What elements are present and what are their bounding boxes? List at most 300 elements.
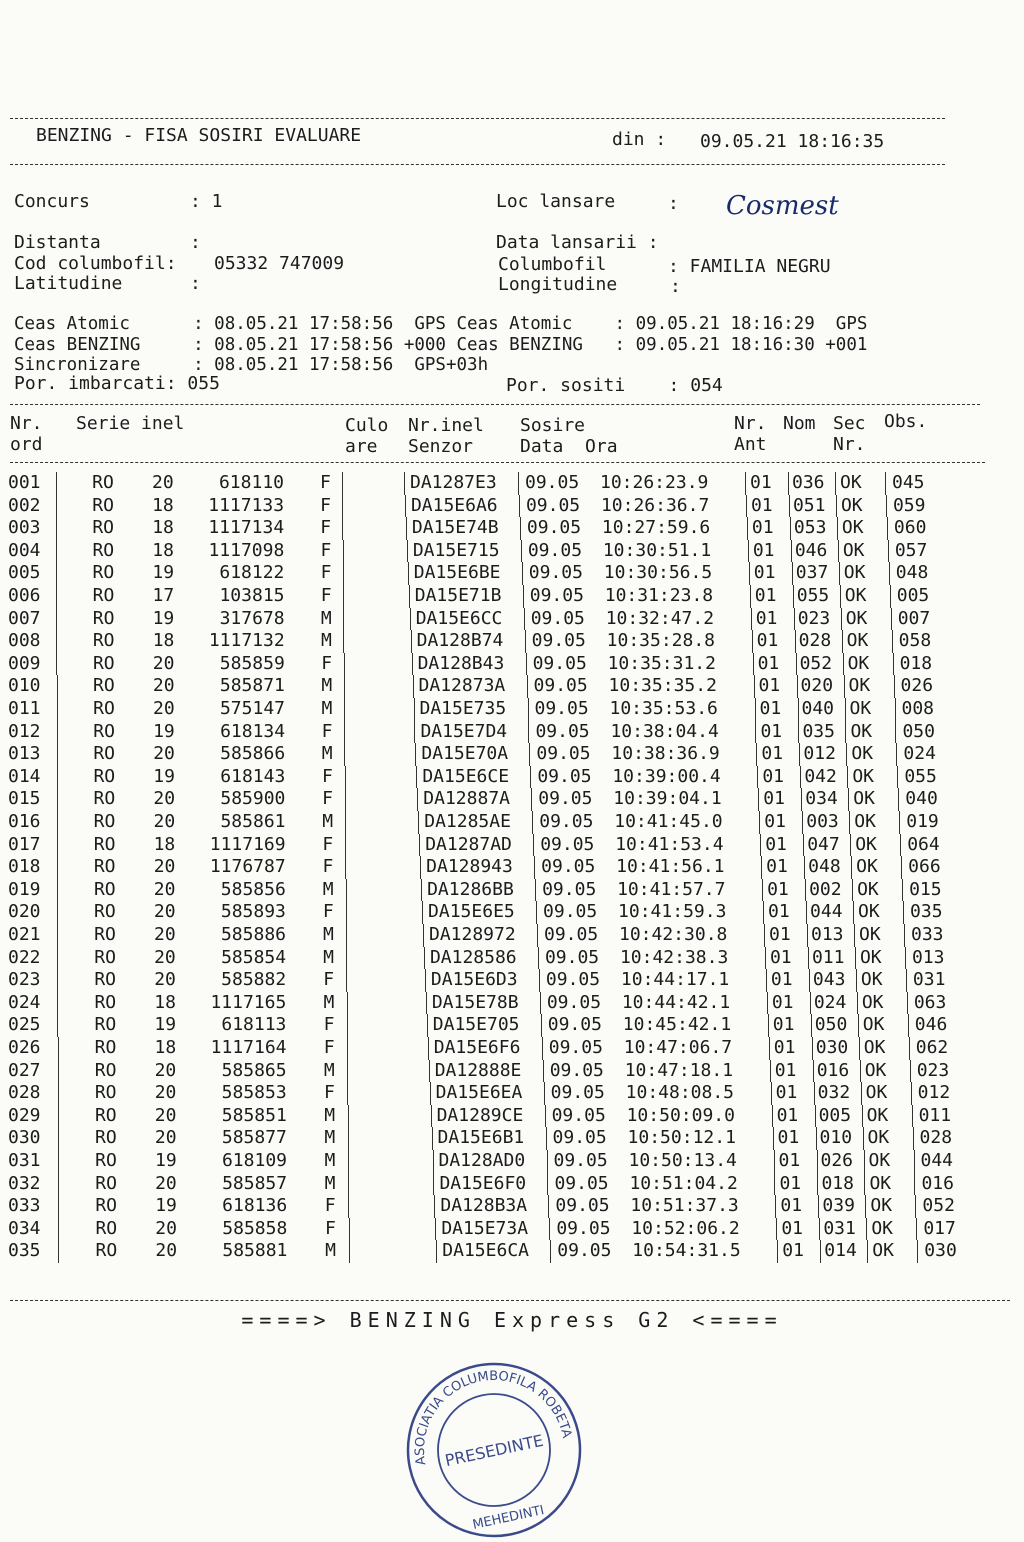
table-row — [0, 743, 1024, 765]
row-obs: 055 — [904, 765, 937, 787]
arrived-count: Por. sositi : 054 — [506, 375, 723, 396]
row-ring: 585900 — [220, 788, 286, 810]
table-row — [0, 495, 1024, 517]
row-date: 09.05 — [539, 811, 594, 832]
row-time: 10:48:08.5 — [625, 1082, 735, 1104]
row-obs: 060 — [893, 517, 927, 539]
row-ring: 618122 — [219, 562, 285, 584]
column-separator — [56, 562, 57, 585]
col-obs: Obs. — [884, 411, 928, 432]
row-sensor: DA15E6F6 — [433, 1037, 521, 1058]
cod-columbofil-label: Cod columbofil: — [14, 253, 177, 274]
row-year: 20 — [154, 1082, 177, 1104]
column-separator — [342, 495, 343, 518]
row-sec: OK — [870, 1195, 893, 1217]
col-culoare-1: Culo — [345, 415, 389, 436]
row-year: 20 — [152, 652, 175, 674]
row-year: 19 — [154, 1014, 177, 1036]
row-sec: OK — [853, 788, 875, 810]
row-ring: 585866 — [220, 743, 286, 765]
column-separator — [56, 472, 57, 495]
document-title: BENZING - FISA SOSIRI EVALUARE — [36, 125, 362, 146]
column-separator — [56, 540, 57, 563]
row-date: 09.05 — [535, 720, 590, 742]
column-separator — [547, 1150, 548, 1173]
row-sex: M — [321, 743, 333, 765]
column-separator — [57, 811, 58, 834]
column-separator — [58, 1105, 59, 1128]
row-year: 19 — [153, 765, 175, 787]
column-separator — [917, 1240, 918, 1263]
table-row — [0, 1060, 1024, 1082]
row-nr: 010 — [8, 675, 41, 697]
column-separator — [860, 1060, 861, 1083]
row-country: RO — [94, 991, 117, 1013]
column-separator — [897, 766, 898, 789]
row-sensor: DA1289CE — [436, 1104, 524, 1126]
row-sex: F — [322, 901, 334, 923]
row-nom: 013 — [811, 924, 844, 945]
row-time: 10:38:36.9 — [611, 743, 720, 765]
row-country: RO — [92, 585, 115, 606]
column-separator — [789, 495, 790, 518]
row-obs: 015 — [909, 878, 942, 900]
row-nom: 036 — [792, 472, 825, 493]
column-separator — [792, 562, 793, 585]
row-nom: 034 — [805, 788, 838, 810]
row-nr: 034 — [8, 1217, 41, 1239]
row-date: 09.05 — [555, 1195, 610, 1217]
column-separator — [547, 1173, 548, 1196]
column-separator — [519, 495, 520, 518]
row-nr-ant: 01 — [773, 1037, 796, 1058]
column-separator — [56, 517, 57, 540]
column-separator — [820, 1240, 821, 1263]
table-row — [0, 834, 1024, 856]
row-year: 20 — [153, 698, 175, 719]
row-nr: 012 — [8, 720, 41, 742]
row-obs: 050 — [902, 720, 935, 742]
column-separator — [348, 1195, 349, 1218]
column-separator — [791, 540, 792, 563]
row-sex: M — [321, 630, 332, 652]
column-separator — [57, 766, 58, 789]
row-sec: OK — [871, 1217, 894, 1239]
row-ring: 618143 — [220, 765, 286, 787]
row-date: 09.05 — [557, 1240, 612, 1262]
row-nom: 003 — [806, 811, 839, 832]
row-time: 10:30:51.1 — [602, 539, 712, 561]
col-sec-nr-2: Nr. — [833, 434, 866, 455]
row-country: RO — [93, 765, 116, 787]
column-separator — [903, 901, 904, 924]
column-separator — [761, 856, 762, 879]
column-separator — [550, 1240, 551, 1263]
table-row — [0, 1105, 1024, 1127]
row-year: 20 — [155, 1217, 177, 1239]
din-label: din : — [612, 129, 667, 150]
loc-lansare-handwritten: Cosmest — [726, 191, 839, 221]
row-date: 09.05 — [525, 472, 580, 493]
table-row — [0, 811, 1024, 833]
row-obs: 031 — [912, 969, 946, 991]
column-separator — [427, 1014, 428, 1037]
row-year: 18 — [152, 539, 174, 561]
row-nom: 050 — [814, 1014, 848, 1036]
row-nr-ant: 01 — [764, 811, 786, 832]
column-separator — [769, 1037, 770, 1060]
row-time: 10:50:13.4 — [628, 1150, 737, 1171]
row-sex: F — [323, 1014, 335, 1036]
row-year: 17 — [152, 585, 175, 606]
row-sensor: DA1285AE — [424, 811, 511, 832]
column-separator — [837, 517, 838, 540]
column-separator — [410, 608, 411, 631]
row-nr-ant: 01 — [782, 1240, 804, 1262]
column-separator — [757, 766, 758, 789]
row-year: 20 — [154, 1059, 177, 1081]
row-sensor: DA1286BB — [427, 878, 514, 900]
column-separator — [431, 1105, 432, 1128]
table-row — [0, 856, 1024, 878]
row-nom: 046 — [794, 539, 828, 561]
row-ring: 585871 — [219, 675, 285, 697]
row-obs: 026 — [900, 675, 934, 697]
row-country: RO — [94, 1104, 117, 1126]
row-date: 09.05 — [527, 539, 583, 561]
row-sensor: DA128B43 — [417, 652, 505, 674]
column-separator — [56, 608, 57, 631]
column-separator — [806, 901, 807, 924]
row-sensor: DA128AD0 — [438, 1150, 526, 1171]
column-separator — [808, 947, 809, 970]
row-sensor: DA15E6CA — [442, 1240, 529, 1262]
column-separator — [805, 879, 806, 902]
row-nom: 002 — [809, 878, 842, 900]
row-sec: OK — [852, 765, 875, 787]
clock-line-atomic: Ceas Atomic : 08.05.21 17:58:56 GPS Ceas Atomic : 09.05.21 18:16:29 GPS — [14, 314, 868, 334]
col-sosire-1: Sosire — [520, 415, 586, 436]
column-separator — [910, 1060, 911, 1083]
row-nr: 001 — [8, 472, 41, 493]
row-nr: 020 — [8, 901, 41, 923]
column-separator — [57, 743, 58, 766]
column-separator — [751, 608, 752, 631]
row-country: RO — [92, 652, 115, 674]
column-separator — [766, 969, 767, 992]
column-separator — [902, 879, 903, 902]
row-obs: 005 — [896, 585, 930, 606]
column-separator — [57, 879, 58, 902]
column-separator — [814, 1082, 815, 1105]
row-nr-ant: 01 — [777, 1127, 800, 1149]
column-separator — [843, 653, 844, 676]
row-nr: 015 — [8, 788, 41, 810]
column-separator — [529, 743, 530, 766]
column-separator — [56, 495, 57, 518]
column-separator — [912, 1105, 913, 1128]
column-separator — [852, 879, 853, 902]
row-obs: 023 — [916, 1059, 950, 1081]
row-sec: OK — [858, 901, 880, 923]
row-obs: 013 — [911, 946, 945, 968]
row-obs: 048 — [895, 562, 929, 584]
table-row — [0, 608, 1024, 630]
column-separator — [345, 788, 346, 811]
row-nr-ant: 01 — [769, 924, 791, 945]
row-year: 18 — [153, 833, 176, 855]
column-separator — [424, 947, 425, 970]
row-nom: 048 — [808, 856, 841, 878]
row-time: 10:41:45.0 — [614, 811, 723, 832]
row-nom: 014 — [824, 1240, 857, 1262]
column-separator — [526, 653, 527, 676]
row-year: 18 — [152, 630, 175, 652]
row-nom: 016 — [816, 1059, 850, 1081]
column-separator — [802, 811, 803, 834]
row-sec: OK — [868, 1150, 891, 1171]
row-obs: 012 — [917, 1082, 951, 1104]
row-nr-ant: 01 — [762, 765, 785, 787]
row-nom: 052 — [799, 652, 833, 674]
row-year: 20 — [153, 878, 176, 900]
row-sec: OK — [867, 1127, 890, 1149]
row-date: 09.05 — [526, 517, 582, 539]
row-sensor: DA15E78B — [431, 991, 519, 1013]
row-sensor: DA128943 — [426, 856, 513, 878]
column-separator — [767, 992, 768, 1015]
table-row — [0, 879, 1024, 901]
row-country: RO — [92, 562, 115, 584]
row-time: 10:30:56.5 — [603, 562, 713, 584]
row-country: RO — [95, 1150, 117, 1171]
column-separator — [911, 1082, 912, 1105]
col-nr-inel-1: Nr.inel — [408, 415, 484, 436]
row-date: 09.05 — [528, 562, 583, 584]
row-nr-ant: 01 — [781, 1217, 804, 1239]
row-year: 20 — [154, 924, 176, 945]
row-obs: 052 — [922, 1195, 955, 1217]
column-separator — [863, 1127, 864, 1150]
column-separator — [57, 947, 58, 970]
column-separator — [856, 969, 857, 992]
row-sec: OK — [848, 675, 871, 697]
column-separator — [793, 585, 794, 608]
row-sec: OK — [872, 1240, 894, 1262]
row-nr: 005 — [8, 562, 41, 584]
row-sec: OK — [855, 833, 877, 855]
column-separator — [862, 1105, 863, 1128]
row-sec: OK — [840, 494, 863, 516]
table-row — [0, 924, 1024, 946]
latitudine-value: : — [190, 273, 201, 294]
column-separator — [894, 675, 895, 698]
cod-columbofil-value: 05332 747009 — [214, 253, 345, 274]
column-separator — [893, 653, 894, 676]
column-separator — [58, 1150, 59, 1173]
column-separator — [809, 969, 810, 992]
row-nr: 029 — [8, 1104, 41, 1126]
table-row — [0, 766, 1024, 788]
table-row — [0, 698, 1024, 720]
table-top-rule — [10, 404, 980, 405]
column-separator — [845, 698, 846, 721]
column-separator — [539, 969, 540, 992]
top-rule — [10, 118, 945, 119]
column-separator — [774, 1173, 775, 1196]
row-date: 09.05 — [548, 1037, 603, 1058]
row-sensor: DA128B3A — [440, 1195, 528, 1217]
column-separator — [896, 743, 897, 766]
row-sensor: DA15E7D4 — [420, 720, 508, 742]
column-separator — [531, 788, 532, 811]
row-sec: OK — [846, 630, 869, 652]
column-separator — [841, 608, 842, 631]
row-ring: 585882 — [221, 969, 287, 991]
column-separator — [407, 540, 408, 563]
col-nr-ord-2: ord — [10, 434, 43, 455]
row-obs: 045 — [892, 472, 925, 493]
column-separator — [524, 608, 525, 631]
column-separator — [409, 585, 410, 608]
row-sex: F — [322, 833, 334, 855]
row-sensor: DA12888E — [434, 1059, 522, 1081]
row-time: 10:35:28.8 — [606, 630, 716, 652]
longitudine-label: Longitudine — [498, 274, 618, 295]
row-sec: OK — [845, 607, 868, 629]
row-sec: OK — [850, 720, 873, 742]
row-nom: 026 — [820, 1150, 854, 1171]
row-sec: OK — [869, 1172, 892, 1194]
row-time: 10:26:23.9 — [600, 472, 709, 493]
row-obs: 058 — [898, 630, 932, 652]
column-separator — [800, 766, 801, 789]
column-separator — [765, 947, 766, 970]
row-sensor: DA1287E3 — [410, 472, 497, 493]
row-nr: 014 — [8, 765, 41, 787]
table-row — [0, 653, 1024, 675]
row-nr: 003 — [8, 517, 41, 539]
row-country: RO — [94, 1059, 117, 1081]
column-separator — [770, 1060, 771, 1083]
row-country: RO — [92, 472, 114, 493]
row-nom: 018 — [821, 1172, 854, 1194]
row-sex: M — [324, 1104, 336, 1126]
column-separator — [343, 630, 344, 653]
column-separator — [543, 1060, 544, 1083]
row-time: 10:45:42.1 — [622, 1014, 732, 1036]
row-date: 09.05 — [545, 969, 601, 991]
row-nr: 024 — [8, 991, 41, 1013]
row-sensor: DA1287AD — [425, 833, 512, 855]
row-year: 19 — [152, 607, 175, 629]
row-nr: 011 — [8, 698, 41, 719]
row-sex: F — [322, 856, 334, 878]
column-separator — [777, 1240, 778, 1263]
column-separator — [895, 698, 896, 721]
row-nr: 016 — [8, 811, 41, 832]
column-separator — [349, 1218, 350, 1241]
row-nom: 053 — [793, 517, 827, 539]
row-sec: OK — [859, 924, 881, 945]
column-separator — [58, 1127, 59, 1150]
row-obs: 024 — [903, 743, 936, 765]
row-nr: 031 — [8, 1150, 41, 1171]
row-sensor: DA128586 — [429, 946, 517, 968]
header-bottom-rule — [10, 164, 945, 165]
column-separator — [540, 992, 541, 1015]
columbofil-label: Columbofil — [498, 254, 607, 275]
row-date: 09.05 — [536, 743, 591, 765]
row-nr: 019 — [8, 878, 41, 900]
row-nr-ant: 01 — [775, 1082, 798, 1104]
column-separator — [853, 901, 854, 924]
column-separator — [794, 608, 795, 631]
row-year: 19 — [152, 562, 175, 584]
column-separator — [797, 675, 798, 698]
table-row — [0, 630, 1024, 652]
row-date: 09.05 — [533, 675, 588, 697]
column-separator — [864, 1150, 865, 1173]
column-separator — [347, 1037, 348, 1060]
row-sex: M — [323, 924, 334, 945]
row-sec: OK — [840, 472, 862, 493]
column-separator — [404, 472, 405, 495]
table-row — [0, 992, 1024, 1014]
row-nr: 008 — [8, 630, 41, 652]
row-ring: 585861 — [220, 811, 286, 832]
row-nom: 032 — [817, 1082, 851, 1104]
stamp-outer-text: ASOCIATIA COLUMBOFILA ROBETA — [412, 1368, 574, 1467]
row-nom: 020 — [800, 675, 834, 697]
table-row — [0, 675, 1024, 697]
row-country: RO — [92, 517, 115, 539]
row-ring: 1176787 — [209, 856, 286, 878]
col-sosire-2: Data Ora — [520, 436, 618, 457]
column-separator — [773, 1127, 774, 1150]
row-time: 10:51:04.2 — [629, 1172, 738, 1194]
column-separator — [858, 1014, 859, 1037]
row-sex: F — [323, 1037, 335, 1058]
row-ring: 618109 — [221, 1150, 287, 1171]
column-separator — [915, 1195, 916, 1218]
column-separator — [436, 1240, 437, 1263]
col-sec-nr-1: Sec — [833, 413, 866, 434]
column-separator — [57, 834, 58, 857]
row-country: RO — [94, 1037, 117, 1058]
distanta-label: Distanta — [14, 232, 101, 253]
column-separator — [545, 1105, 546, 1128]
row-sex: F — [320, 517, 332, 539]
column-separator — [887, 517, 888, 540]
column-separator — [343, 562, 344, 585]
col-nom: Nom — [783, 413, 816, 434]
column-separator — [908, 1014, 909, 1037]
loc-lansare-colon: : — [668, 193, 679, 214]
column-separator — [892, 630, 893, 653]
column-separator — [435, 1218, 436, 1241]
row-nr-ant: 01 — [771, 991, 794, 1013]
row-sensor: DA15E6E5 — [428, 901, 515, 923]
row-country: RO — [93, 698, 115, 719]
column-separator — [422, 901, 423, 924]
row-date: 09.05 — [552, 1127, 607, 1149]
column-separator — [542, 1037, 543, 1060]
row-sex: M — [320, 607, 332, 629]
row-year: 20 — [153, 901, 176, 923]
column-separator — [803, 834, 804, 857]
row-sensor: DA15E6A6 — [410, 494, 498, 516]
